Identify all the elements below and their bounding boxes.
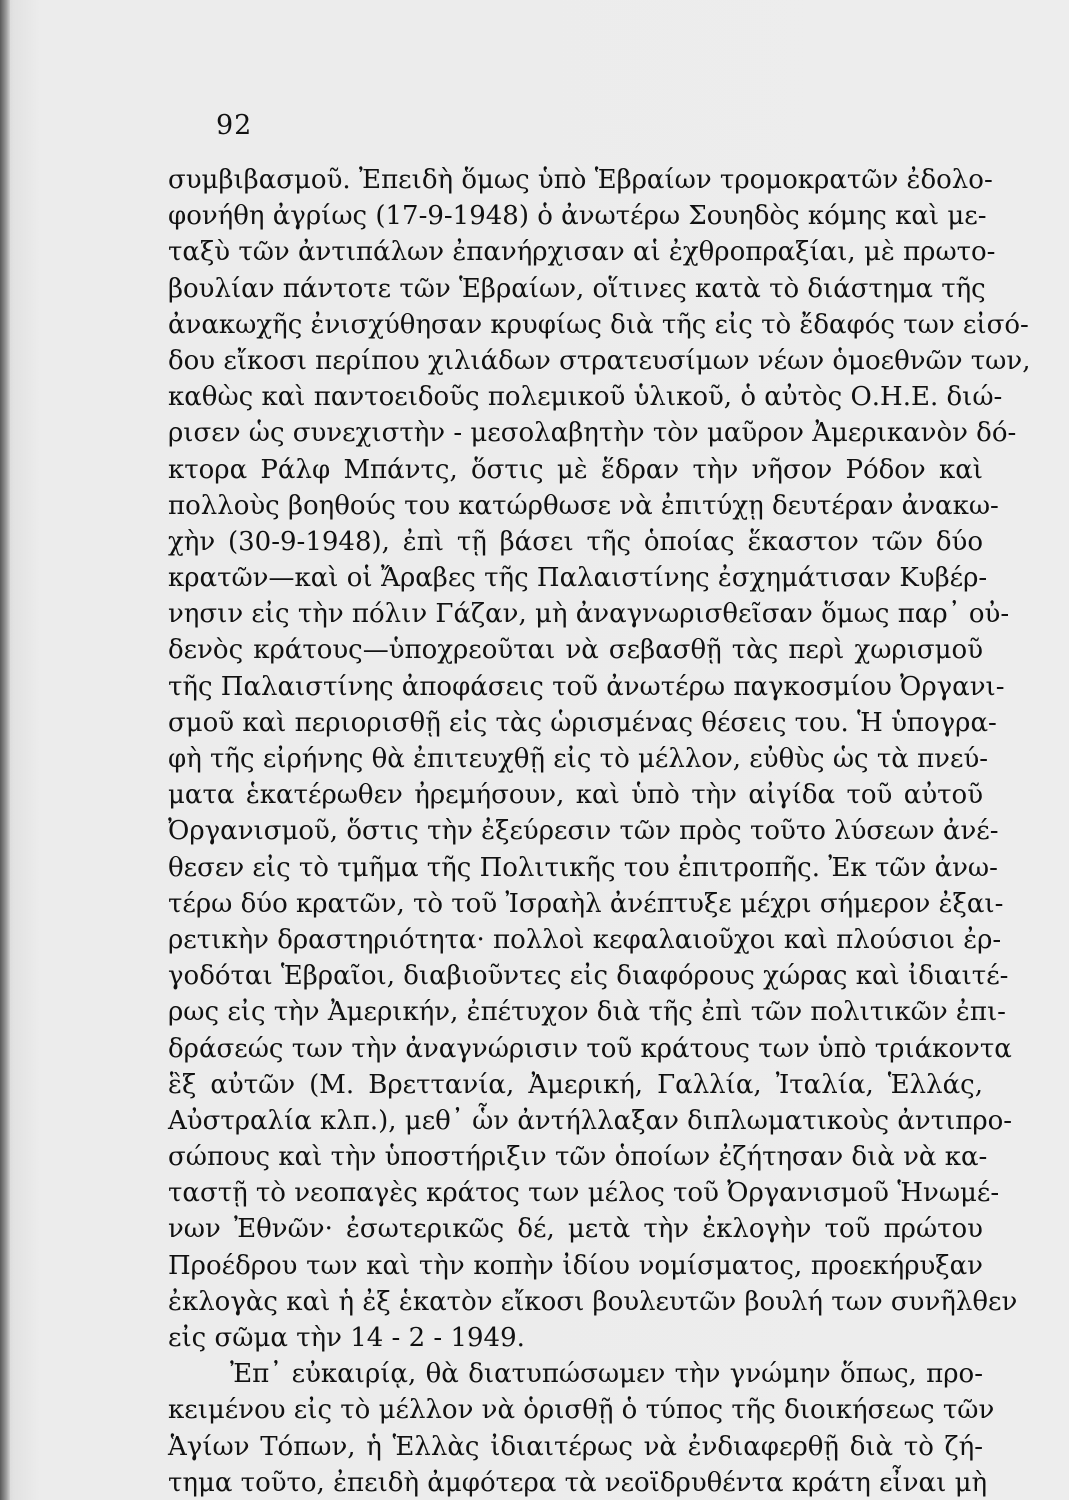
text-line: πολλοὺς βοηθούς του κατώρθωσε νὰ ἐπιτύχῃ δευτέραν ἀνακω- xyxy=(168,490,999,521)
text-line: θεσεν εἰς τὸ τμῆμα τῆς Πολιτικῆς του ἐπιτροπῆς. Ἐκ τῶν ἀνω- xyxy=(168,852,998,883)
text-line: ταστῇ τὸ νεοπαγὲς κράτος των μέλος τοῦ Ὀργανισμοῦ Ἡνωμέ- xyxy=(168,1178,1000,1209)
text-line: Ἁγίων Τόπων, ἡ Ἑλλὰς ἰδιαιτέρως νὰ ἐνδιαφερθῇ διὰ τὸ ζή- xyxy=(168,1431,983,1462)
page-binding-edge xyxy=(0,0,10,1500)
text-line: ρως εἰς τὴν Ἀμερικήν, ἐπέτυχον διὰ τῆς ἐπὶ τῶν πολιτικῶν ἐπι- xyxy=(168,997,1006,1028)
text-line: νησιν εἰς τὴν πόλιν Γάζαν, μὴ ἀναγνωρισθεῖσαν ὅμως παρ᾽ οὐ- xyxy=(168,599,1010,630)
text-line: καθὼς καὶ παντοειδοῦς πολεμικοῦ ὑλικοῦ, ὁ αὐτὸς Ο.Η.Ε. διώ- xyxy=(168,382,1003,413)
text-line: σώπους καὶ τὴν ὑποστήριξιν τῶν ὁποίων ἐζήτησαν διὰ νὰ κα- xyxy=(168,1142,988,1173)
text-line: τημα τοῦτο, ἐπειδὴ ἀμφότερα τὰ νεοϊδρυθέντα κράτη εἶναι μὴ xyxy=(168,1467,988,1498)
text-line: δράσεώς των τὴν ἀναγνώρισιν τοῦ κράτους των ὑπὸ τριάκοντα xyxy=(168,1033,1012,1064)
text-line: χὴν (30-9-1948), ἐπὶ τῇ βάσει τῆς ὁποίας ἕκαστον τῶν δύο xyxy=(168,526,983,557)
text-line: δενὸς κράτους—ὑποχρεοῦται νὰ σεβασθῇ τὰς περὶ χωρισμοῦ xyxy=(168,635,983,666)
text-line: Προέδρου των καὶ τὴν κοπὴν ἰδίου νομίσματος, προεκήρυξαν xyxy=(168,1250,983,1281)
text-line-paragraph-start: Ἐπ᾽ εὐκαιρίᾳ, θὰ διατυπώσωμεν τὴν γνώμην ὅπως, προ- xyxy=(230,1359,983,1390)
text-line: ἐκλογὰς καὶ ἡ ἐξ ἑκατὸν εἴκοσι βουλευτῶν βουλή των συνῆλθεν xyxy=(168,1286,1018,1317)
text-line: σμοῦ καὶ περιορισθῇ εἰς τὰς ὡρισμένας θέσεις του. Ἡ ὑπογρα- xyxy=(168,707,997,738)
text-line: φονήθη ἀγρίως (17-9-1948) ὁ ἀνωτέρω Σουηδὸς κόμης καὶ με- xyxy=(168,201,987,232)
text-line: τῆς Παλαιστίνης ἀποφάσεις τοῦ ἀνωτέρω παγκοσμίου Ὀργανι- xyxy=(168,671,1005,702)
text-line: βουλίαν πάντοτε τῶν Ἑβραίων, οἵτινες κατὰ τὸ διάστημα τῆς xyxy=(168,273,986,304)
page-number: 92 xyxy=(216,110,253,141)
text-line: ἓξ αὐτῶν (Μ. Βρεττανία, Ἀμερική, Γαλλία, Ἰταλία, Ἑλλάς, xyxy=(168,1069,983,1100)
text-line: κτορα Ράλφ Μπάντς, ὅστις μὲ ἕδραν τὴν νῆσον Ρόδον καὶ xyxy=(168,454,983,485)
text-line: δου εἴκοσι περίπου χιλιάδων στρατευσίμων νέων ὁμοεθνῶν των, xyxy=(168,345,1031,376)
text-line: Ὀργανισμοῦ, ὅστις τὴν ἐξεύρεσιν τῶν πρὸς τοῦτο λύσεων ἀνέ- xyxy=(168,816,999,847)
text-line: ρισεν ὡς συνεχιστὴν - μεσολαβητὴν τὸν μαῦρον Ἀμερικανὸν δό- xyxy=(168,418,1017,449)
text-line: συμβιβασμοῦ. Ἐπειδὴ ὅμως ὑπὸ Ἑβραίων τρομοκρατῶν ἐδολο- xyxy=(168,165,993,195)
text-line: φὴ τῆς εἰρήνης θὰ ἐπιτευχθῇ εἰς τὸ μέλλον, εὐθὺς ὡς τὰ πνεύ- xyxy=(168,744,989,774)
text-line: νων Ἐθνῶν· ἐσωτερικῶς δέ, μετὰ τὴν ἐκλογὴν τοῦ πρώτου xyxy=(168,1214,983,1245)
text-line: κρατῶν—καὶ οἱ Ἄραβες τῆς Παλαιστίνης ἐσχημάτισαν Κυβέρ- xyxy=(168,563,988,594)
body-text xyxy=(168,162,1031,1500)
text-line: Αὐστραλία κλπ.), μεθ᾽ ὧν ἀντήλλαξαν διπλωματικοὺς ἀντιπρο- xyxy=(168,1105,1013,1136)
text-line-paragraph-end: εἰς σῶμα τὴν 14 - 2 - 1949. xyxy=(168,1323,525,1353)
text-line: ταξὺ τῶν ἀντιπάλων ἐπανήρχισαν αἱ ἐχθροπραξίαι, μὲ πρωτο- xyxy=(168,237,996,268)
text-line: γοδόται Ἑβραῖοι, διαβιοῦντες εἰς διαφόρους χώρας καὶ ἰδιαιτέ- xyxy=(168,961,1009,992)
text-line: ρετικὴν δραστηριότητα· πολλοὶ κεφαλαιοῦχοι καὶ πλούσιοι ἐρ- xyxy=(168,924,1002,955)
text-line: τέρω δύο κρατῶν, τὸ τοῦ Ἰσραὴλ ἀνέπτυξε μέχρι σήμερον ἐξαι- xyxy=(168,888,1004,919)
text-line: ἀνακωχῆς ἐνισχύθησαν κρυφίως διὰ τῆς εἰς τὸ ἔδαφός των εἰσό- xyxy=(168,309,1029,340)
text-line: κειμένου εἰς τὸ μέλλον νὰ ὁρισθῇ ὁ τύπος τῆς διοικήσεως τῶν xyxy=(168,1395,995,1426)
text-line: ματα ἑκατέρωθεν ἠρεμήσουν, καὶ ὑπὸ τὴν αἰγίδα τοῦ αὐτοῦ xyxy=(168,780,983,811)
